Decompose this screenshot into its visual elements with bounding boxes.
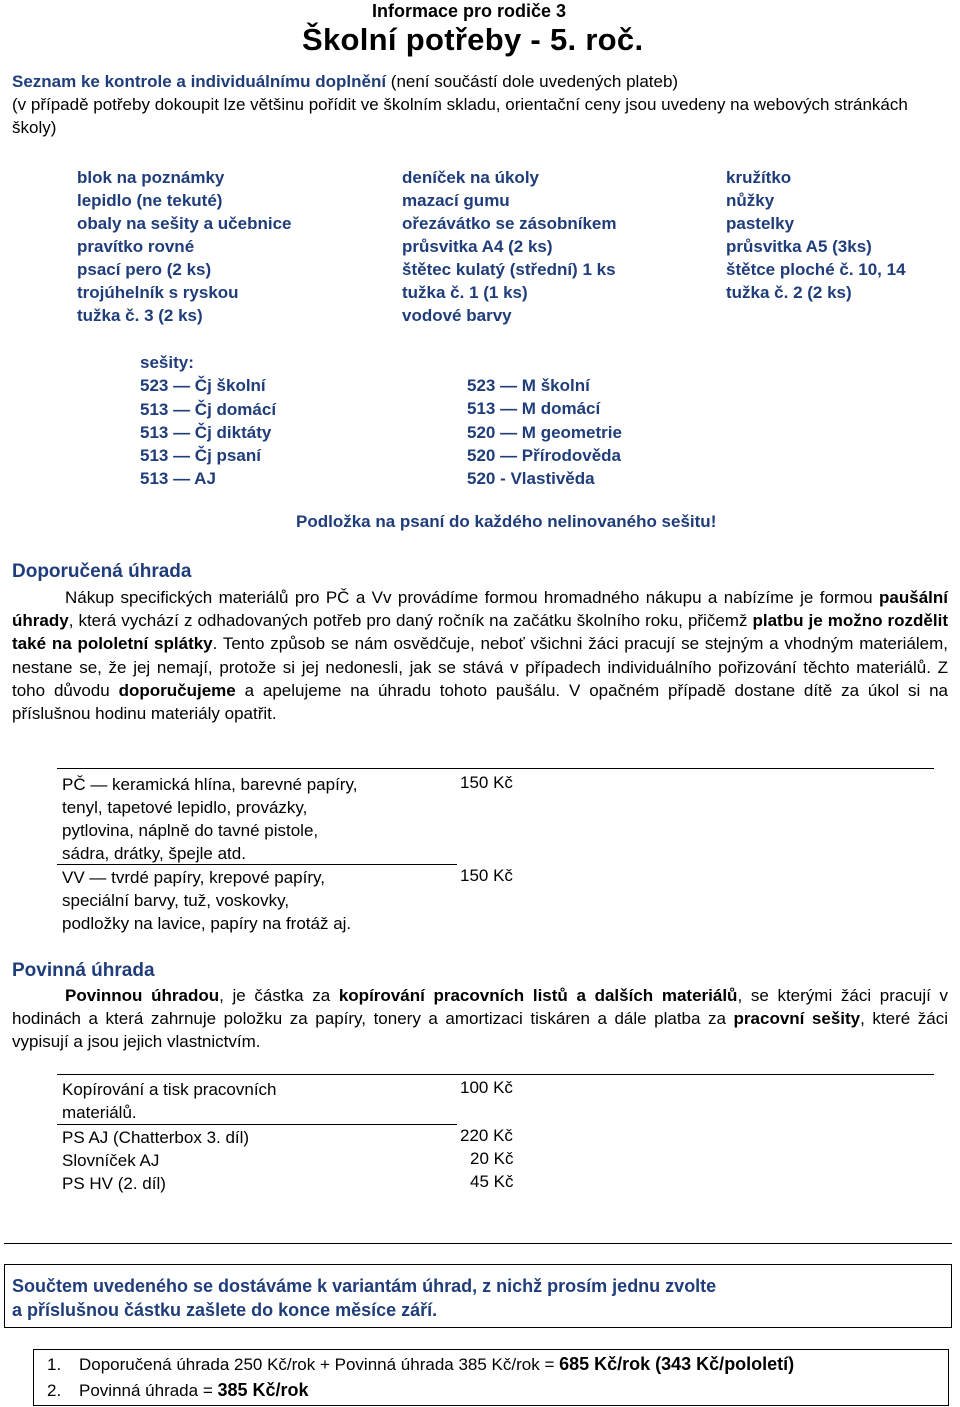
supply-item: vodové barvy <box>402 306 512 325</box>
intro-lead: Seznam ke kontrole a individuálnímu doplnění <box>12 72 387 91</box>
supply-item: psací pero (2 ks) <box>77 260 212 279</box>
recommended-paragraph: Nákup specifických materiálů pro PČ a Vv provádíme formou hromadného nákupu a nabízíme je formou paušální úhrady, která vychází z odhadovaných potřeb pro daný ročník na začátku školního roku, přičemž platbu je možno rozdělit také na pololetní splátky. Tento způsob se nám osvědčuje, neboť všichni žáci pracují se stejným a vhodným materiálem, nestane se, že jej nemají, protože si jej nedonesli, jak se stává v případech individuálního pořizování těchto materiálů. Z toho důvodu doporučujeme a apelujeme na úhradu tohoto paušálu. V opačném případě dostane dítě za úkol si na příslušnou hodinu materiály opatřit. <box>12 588 949 724</box>
supply-item: tužka č. 1 (1 ks) <box>402 283 528 302</box>
mandatory-row-4: PS HV (2. díl) <box>62 1174 166 1193</box>
notebook-item: 513 — Čj psaní <box>140 446 261 466</box>
separator-rule <box>4 1243 952 1244</box>
supply-item: kružítko <box>726 168 792 187</box>
supply-item: štětce ploché č. 10, 14 <box>726 260 906 279</box>
mandatory-price-1: 100 Kč <box>460 1078 513 1097</box>
supplies-column-1 <box>77 166 291 327</box>
supply-item: štětec kulatý (střední) 1 ks <box>402 260 616 279</box>
mandatory-price-4: 45 Kč <box>470 1172 514 1191</box>
supplies-column-2 <box>402 166 616 327</box>
notebook-item: 513 — M domácí <box>467 399 601 419</box>
total-text: Součtem uvedeného se dostáváme k variantám úhrad, z nichž prosím jednu zvolte a příslušnou částku zašlete do konce měsíce září. <box>12 1276 717 1320</box>
notebook-item: 513 — Čj diktáty <box>140 422 272 442</box>
supply-item: nůžky <box>726 191 775 210</box>
payment-option-1: 1. Doporučená úhrada 250 Kč/rok + Povinná úhrada 385 Kč/rok = 685 Kč/rok (343 Kč/pololetí) <box>47 1354 795 1374</box>
table-rule <box>57 1124 457 1125</box>
recommended-title: Doporučená úhrada <box>12 561 192 582</box>
table-rule <box>57 1074 934 1075</box>
notebook-item: 513 — Čj domácí <box>140 399 277 419</box>
supply-item: tužka č. 3 (2 ks) <box>77 306 203 325</box>
notebooks-column-1 <box>140 351 276 491</box>
supply-item: pastelky <box>726 214 795 233</box>
notebook-item: 520 — Přírodověda <box>467 445 622 465</box>
intro-text <box>12 70 942 139</box>
notebook-item: 520 — M geometrie <box>467 422 622 442</box>
notebooks-column-2 <box>467 374 622 490</box>
notebook-item: 520 - Vlastivěda <box>467 469 595 489</box>
recommended-price-1: 150 Kč <box>460 773 513 792</box>
supply-item: blok na poznámky <box>77 168 225 187</box>
recommended-row-2: VV — tvrdé papíry, krepové papíry, speciální barvy, tuž, voskovky, podložky na lavice, papíry na frotáž aj. <box>62 868 352 933</box>
mandatory-row-3: Slovníček AJ <box>62 1151 160 1170</box>
payment-option-2: 2. Povinná úhrada = 385 Kč/rok <box>47 1380 309 1400</box>
recommended-row-1: PČ — keramická hlína, barevné papíry, tenyl, tapetové lepidlo, provázky, pytlovina, náplně do tavné pistole, sádra, drátky, špejle atd. <box>62 775 358 863</box>
supply-item: trojúhelník s ryskou <box>77 283 239 302</box>
mandatory-title: Povinná úhrada <box>12 960 155 981</box>
mandatory-price-2: 220 Kč <box>460 1126 513 1145</box>
supply-item: tužka č. 2 (2 ks) <box>726 283 852 302</box>
intro-line2: (v případě potřeby dokoupit lze většinu pořídit ve školním skladu, orientační ceny jsou uvedeny na webových stránkách školy) <box>12 95 908 137</box>
mandatory-paragraph: Povinnou úhradou, je částka za kopírování pracovních listů a dalších materiálů, se kterými žáci pracují v hodinách a která zahrnuje položku za papíry, tonery a amortizaci tiskáren a dále platba za pracovní sešity, které žáci vypisují a jsou jejich vlastnictvím. <box>12 986 949 1052</box>
supply-item: lepidlo (ne tekuté) <box>77 191 223 210</box>
document-subtitle: Informace pro rodiče 3 <box>372 1 567 21</box>
intro-paren: (není součástí dole uvedených plateb) <box>386 72 679 91</box>
supplies-column-3 <box>726 166 906 304</box>
notebook-item: 523 — M školní <box>467 376 590 395</box>
supply-item: průsvitka A4 (2 ks) <box>402 237 553 256</box>
supply-item: deníček na úkoly <box>402 168 539 187</box>
notebooks-note: Podložka na psaní do každého nelinovaného sešitu! <box>296 512 717 531</box>
supply-item: obaly na sešity a učebnice <box>77 214 292 233</box>
supply-item: průsvitka A5 (3ks) <box>726 237 872 256</box>
recommended-price-2: 150 Kč <box>460 866 513 885</box>
notebook-item: 513 — AJ <box>140 469 216 489</box>
supply-item: ořezávátko se zásobníkem <box>402 214 617 233</box>
notebooks-heading: sešity: <box>140 353 194 372</box>
table-rule <box>57 768 934 769</box>
supply-item: mazací gumu <box>402 191 510 210</box>
mandatory-row-2: PS AJ (Chatterbox 3. díl) <box>62 1128 250 1147</box>
mandatory-price-3: 20 Kč <box>470 1149 514 1168</box>
notebook-item: 523 — Čj školní <box>140 376 266 396</box>
table-rule <box>57 864 457 865</box>
supply-item: pravítko rovné <box>77 237 195 256</box>
document-title: Školní potřeby - 5. roč. <box>302 22 644 57</box>
mandatory-row-1: Kopírování a tisk pracovních materiálů. <box>62 1080 277 1122</box>
